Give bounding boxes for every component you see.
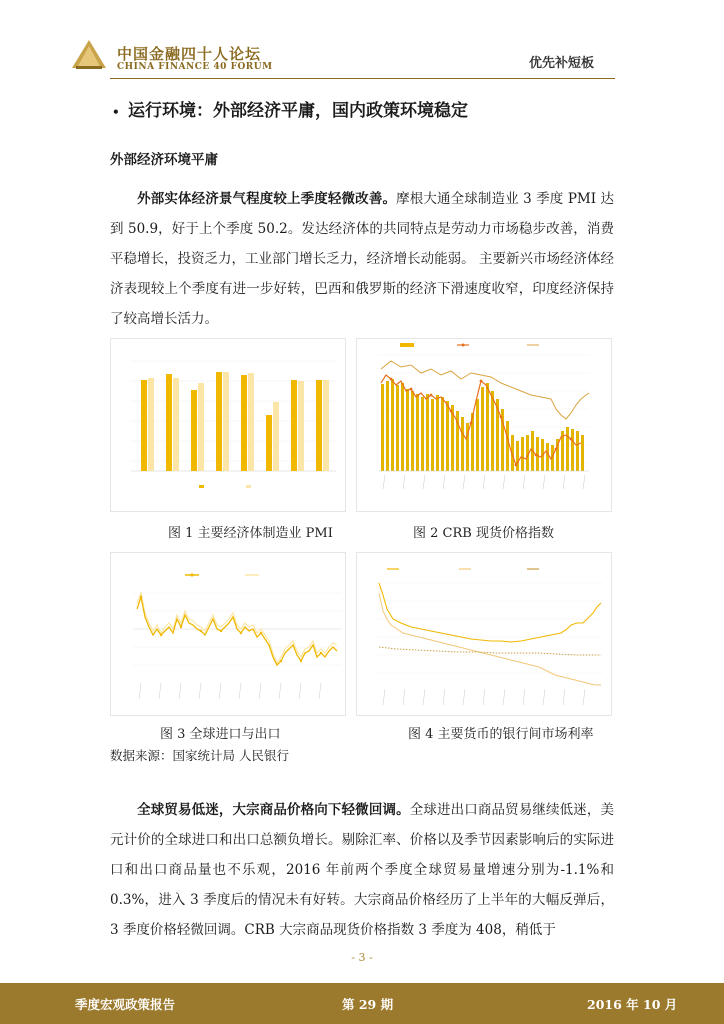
header-divider (110, 78, 615, 79)
footer-date: 2016 年 10 月 (587, 997, 678, 1012)
figure-1-chart (110, 338, 346, 512)
figure-4-chart (356, 552, 612, 716)
section-title (112, 96, 468, 121)
paragraph-lead: 全球贸易低迷，大宗商品价格向下轻微回调。 (137, 802, 410, 818)
page-header (0, 0, 724, 80)
figure-1-caption: 图 1 主要经济体制造业 PMI (168, 526, 333, 541)
figure-4-caption: 图 4 主要货币的银行间市场利率 (408, 727, 594, 742)
footer-report-name: 季度宏观政策报告 (75, 997, 176, 1012)
figure-3-caption: 图 3 全球进口与出口 (160, 727, 281, 742)
footer-issue: 第 29 期 (342, 997, 394, 1012)
paragraph-body: 摩根大通全球制造业 3 季度 PMI 达到 50.9，好于上个季度 50.2。发达经济体的共同特点是劳动力市场稳步改善，消费平稳增长，投资乏力，工业部门增长乏力，经济增长动能弱。 主要新兴市场经济体经济表现较上个季度有进一步好转，巴西和俄罗斯的经济下滑速度收窄，印度经济保持了较高增长活力。 (110, 191, 614, 327)
crb-index-chart (357, 339, 611, 511)
paragraph-trade (110, 795, 614, 945)
section-title-text: 运行环境：外部经济平庸，国内政策环境稳定 (128, 101, 468, 121)
trade-line-chart (111, 553, 345, 715)
page-footer (0, 983, 724, 1024)
paragraph-body: 全球进出口商品贸易继续低迷，美元计价的全球进口和出口总额负增长。剔除汇率、价格以及季节因素影响后的实际进口和出口商品量也不乐观，2016 年前两个季度全球贸易量增速分别为-1.1%和 0.3%，进入 3 季度后的情况未有好转。大宗商品价格经历了上半年的大幅反弹后，3 季度价格轻微回调。CRB 大宗商品现货价格指数 3 季度为 408，稍低于 (110, 802, 615, 938)
data-source-note: 数据来源：国家统计局 人民银行 (110, 748, 289, 763)
logo-chinese-name: 中国金融四十人论坛 (117, 45, 262, 63)
interbank-rate-chart (357, 553, 611, 715)
subsection-title: 外部经济环境平庸 (110, 152, 218, 168)
figure-3-chart (110, 552, 346, 716)
header-topic: 优先补短板 (528, 56, 594, 71)
logo-english-name: CHINA FINANCE 40 FORUM (117, 62, 273, 72)
forum-logo-icon (70, 38, 108, 70)
bullet-icon: • (112, 104, 120, 119)
pmi-bar-chart (111, 339, 345, 511)
paragraph-lead: 外部实体经济景气程度较上季度轻微改善。 (137, 191, 397, 207)
page-number: - 3 - (351, 951, 373, 964)
figure-2-caption: 图 2 CRB 现货价格指数 (413, 526, 554, 541)
figure-2-chart (356, 338, 612, 512)
paragraph-pmi (110, 184, 614, 334)
